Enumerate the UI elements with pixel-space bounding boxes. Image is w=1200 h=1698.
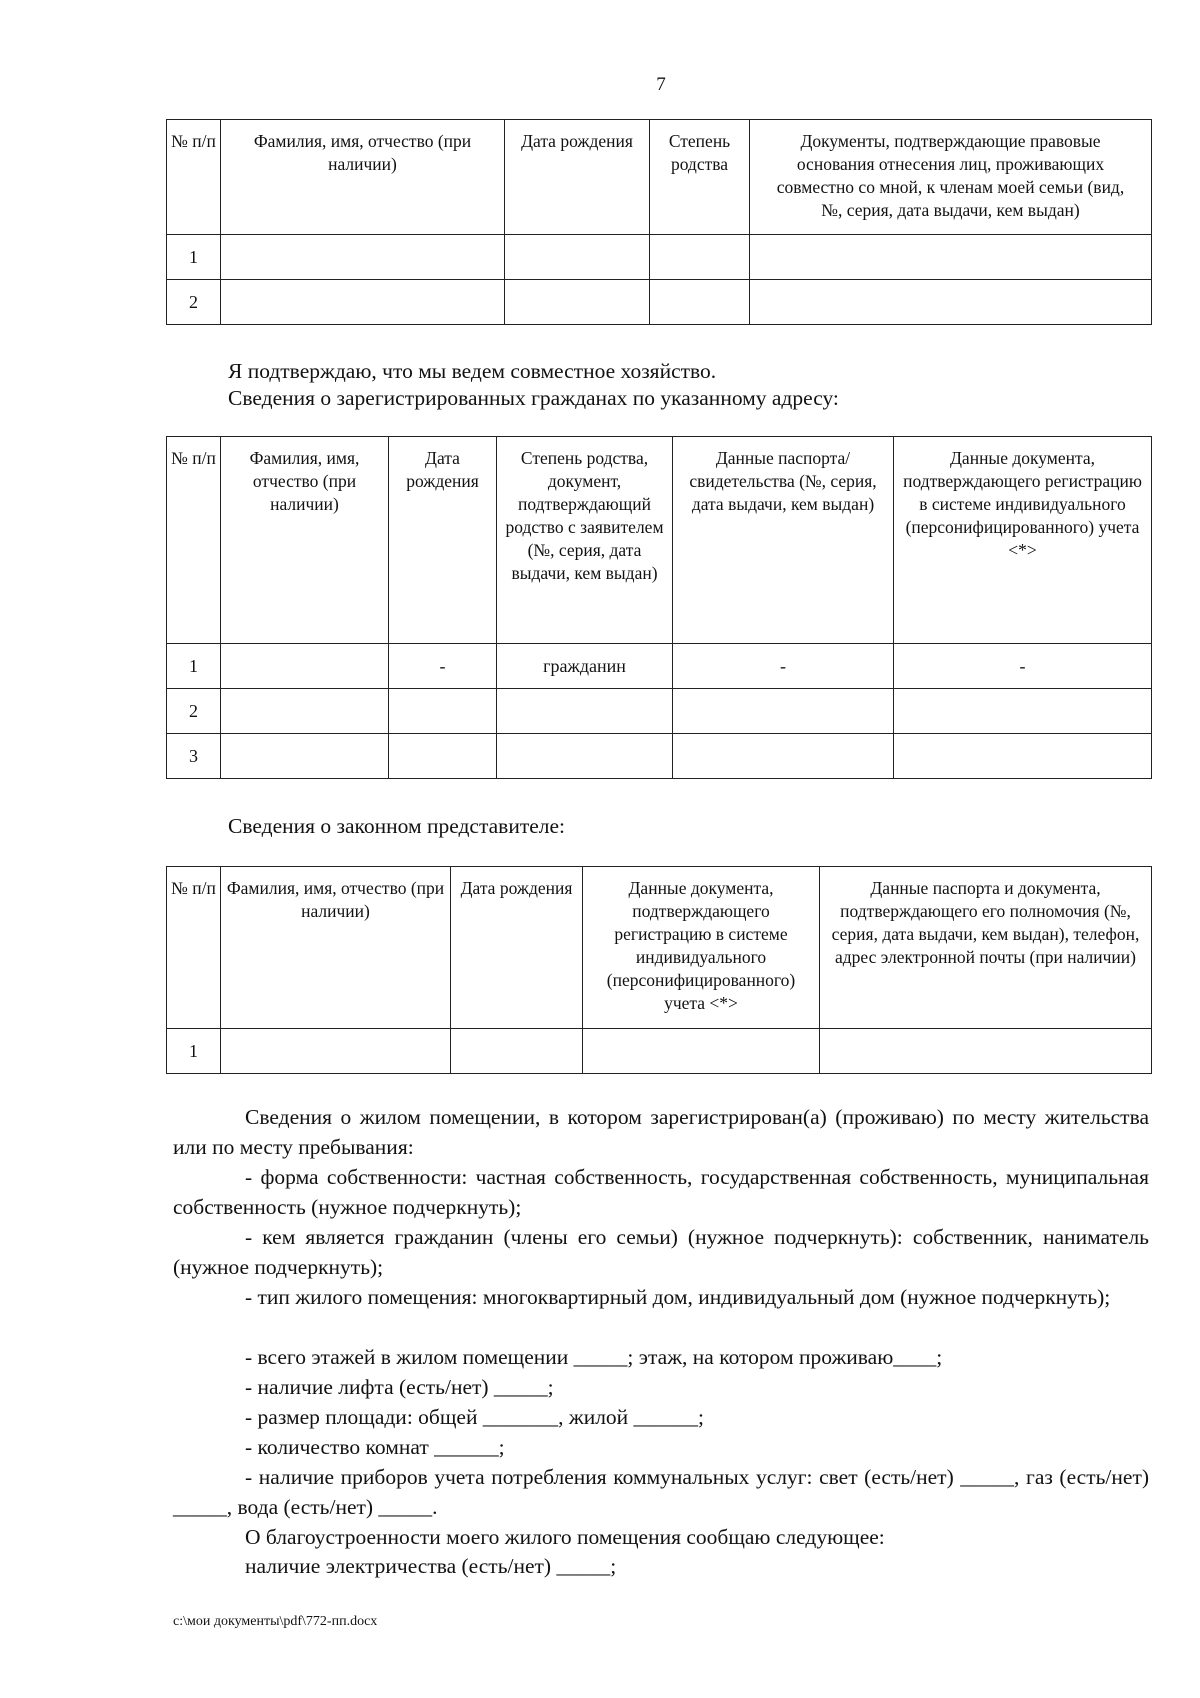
ownership-form-paragraph	[173, 1162, 1149, 1222]
header-full-name: Фамилия, имя, отчество (при наличии)	[221, 120, 505, 235]
legal-representative-table	[166, 866, 1152, 1074]
cell-full-name[interactable]	[221, 689, 389, 734]
header-full-name: Фамилия, имя, отчество (при наличии)	[221, 867, 451, 1029]
table-row	[167, 1029, 1152, 1074]
housing-type-text: - тип жилого помещения: многоквартирный дом, индивидуальный дом (нужное подчеркнуть);	[245, 1285, 1111, 1309]
cell-kinship-document[interactable]	[497, 689, 673, 734]
cell-full-name[interactable]	[221, 280, 505, 325]
cell-birth-date[interactable]	[505, 280, 650, 325]
legal-representative-heading: Сведения о законном представителе:	[228, 814, 566, 838]
cell-birth-date[interactable]	[505, 235, 650, 280]
cell-full-name[interactable]	[221, 644, 389, 689]
rooms-line: - количество комнат ______;	[245, 1435, 505, 1459]
citizen-role-paragraph	[173, 1222, 1149, 1282]
header-number: № п/п	[167, 867, 221, 1029]
cell-number: 2	[167, 280, 221, 325]
header-number: № п/п	[167, 120, 221, 235]
cell-birth-date[interactable]	[451, 1029, 583, 1074]
cell-number: 3	[167, 734, 221, 779]
cell-kinship[interactable]	[650, 280, 750, 325]
header-registration-document: Данные документа, подтверждающего регистрацию в системе индивидуального (персонифицированного) учета <*>	[583, 867, 820, 1029]
header-kinship-document: Степень родства, документ, подтверждающий родство с заявителем (№, серия, дата выдачи, кем выдан)	[497, 437, 673, 644]
cell-birth-date[interactable]: -	[389, 644, 497, 689]
header-authority-documents: Данные паспорта и документа, подтверждающего его полномочия (№, серия, дата выдачи, кем выдан), телефон, адрес электронной почты (при наличии)	[820, 867, 1152, 1029]
family-members-table	[166, 119, 1152, 325]
header-documents: Документы, подтверждающие правовые основания отнесения лиц, проживающих совместно со мной, к членам моей семьи (вид, №, серия, дата выдачи, кем выдан)	[750, 120, 1152, 235]
registered-citizens-table	[166, 436, 1152, 779]
table-row	[167, 644, 1152, 689]
table-header-row	[167, 120, 1152, 235]
table-header-row	[167, 867, 1152, 1029]
header-registration-document: Данные документа, подтверждающего регистрацию в системе индивидуального (персонифицированного) учета <*>	[894, 437, 1152, 644]
cell-registration-document[interactable]	[894, 689, 1152, 734]
registered-citizens-heading: Сведения о зарегистрированных гражданах по указанному адресу:	[228, 386, 839, 410]
ownership-form-text: - форма собственности: частная собственность, государственная собственность, муниципальная собственность (нужное подчеркнуть);	[173, 1165, 1149, 1219]
cell-kinship[interactable]	[650, 235, 750, 280]
cell-registration-document[interactable]	[583, 1029, 820, 1074]
header-birth-date: Дата рождения	[451, 867, 583, 1029]
cell-number: 1	[167, 1029, 221, 1074]
footer-file-path: c:\мои документы\pdf\772-пп.docx	[173, 1614, 378, 1629]
area-line: - размер площади: общей _______, жилой ______;	[245, 1405, 705, 1429]
cell-kinship-document[interactable]: гражданин	[497, 644, 673, 689]
cell-documents[interactable]	[750, 280, 1152, 325]
meters-paragraph	[173, 1462, 1149, 1522]
amenities-heading: О благоустроенности моего жилого помещения сообщаю следующее:	[245, 1525, 885, 1549]
housing-type-paragraph	[173, 1282, 1149, 1312]
cell-passport-data[interactable]: -	[673, 644, 894, 689]
cell-full-name[interactable]	[221, 235, 505, 280]
table-header-row	[167, 437, 1152, 644]
elevator-line: - наличие лифта (есть/нет) _____;	[245, 1375, 554, 1399]
header-passport-data: Данные паспорта/свидетельства (№, серия, дата выдачи, кем выдан)	[673, 437, 894, 644]
housing-info-paragraph	[173, 1102, 1149, 1162]
table-row	[167, 689, 1152, 734]
page-number: 7	[656, 74, 666, 95]
cell-number: 1	[167, 235, 221, 280]
cell-authority-documents[interactable]	[820, 1029, 1152, 1074]
table-row	[167, 734, 1152, 779]
cell-birth-date[interactable]	[389, 689, 497, 734]
citizen-role-text: - кем является гражданин (члены его семьи) (нужное подчеркнуть): собственник, наниматель (нужное подчеркнуть);	[173, 1225, 1149, 1279]
household-statement: Я подтверждаю, что мы ведем совместное хозяйство.	[228, 359, 717, 383]
cell-number: 1	[167, 644, 221, 689]
cell-registration-document[interactable]	[894, 734, 1152, 779]
header-full-name: Фамилия, имя, отчество (при наличии)	[221, 437, 389, 644]
table-row	[167, 235, 1152, 280]
cell-registration-document[interactable]: -	[894, 644, 1152, 689]
table-row	[167, 280, 1152, 325]
header-birth-date: Дата рождения	[389, 437, 497, 644]
cell-full-name[interactable]	[221, 734, 389, 779]
header-kinship: Степень родства	[650, 120, 750, 235]
floors-line: - всего этажей в жилом помещении _____; этаж, на котором проживаю____;	[245, 1345, 943, 1369]
meters-text: - наличие приборов учета потребления коммунальных услуг: свет (есть/нет) _____, газ (есть/нет) _____, вода (есть/нет) _____.	[173, 1465, 1149, 1519]
cell-number: 2	[167, 689, 221, 734]
housing-info-text: Сведения о жилом помещении, в котором зарегистрирован(а) (проживаю) по месту жительства или по месту пребывания:	[173, 1105, 1149, 1159]
cell-birth-date[interactable]	[389, 734, 497, 779]
header-number: № п/п	[167, 437, 221, 644]
cell-documents[interactable]	[750, 235, 1152, 280]
cell-kinship-document[interactable]	[497, 734, 673, 779]
header-birth-date: Дата рождения	[505, 120, 650, 235]
cell-full-name[interactable]	[221, 1029, 451, 1074]
cell-passport-data[interactable]	[673, 734, 894, 779]
cell-passport-data[interactable]	[673, 689, 894, 734]
electricity-line: наличие электричества (есть/нет) _____;	[245, 1554, 617, 1578]
